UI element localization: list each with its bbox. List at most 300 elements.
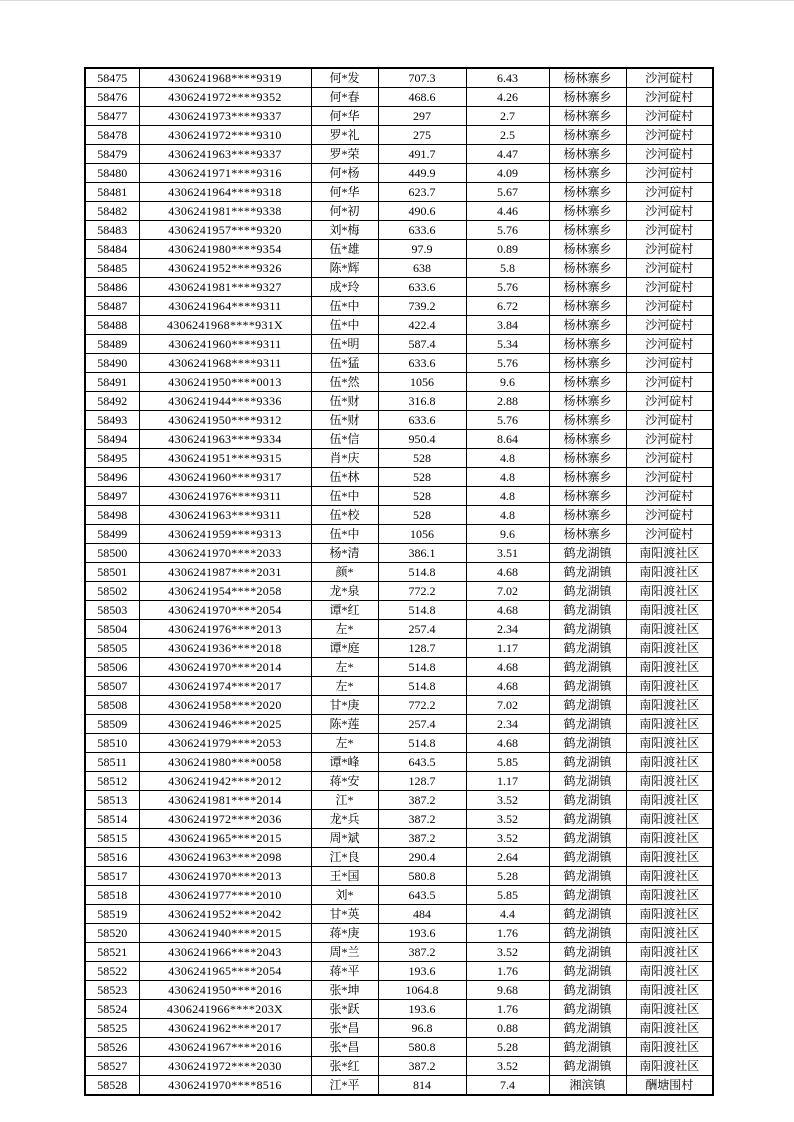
table-row	[85, 905, 713, 924]
cell-village: 沙河碇村	[626, 506, 713, 525]
cell-village: 南阳渡社区	[626, 601, 713, 620]
cell-area: 5.67	[466, 183, 549, 202]
cell-township: 杨林寨乡	[549, 335, 626, 354]
cell-township: 杨林寨乡	[549, 278, 626, 297]
cell-amount: 623.7	[378, 183, 466, 202]
cell-amount: 128.7	[378, 639, 466, 658]
cell-township: 杨林寨乡	[549, 354, 626, 373]
cell-amount: 1056	[378, 373, 466, 392]
cell-row-id: 58521	[85, 943, 139, 962]
cell-id-number: 4306241968****9311	[139, 354, 311, 373]
cell-amount: 1056	[378, 525, 466, 544]
cell-name: 周*斌	[311, 829, 378, 848]
cell-id-number: 4306241952****2042	[139, 905, 311, 924]
cell-area: 1.17	[466, 639, 549, 658]
cell-township: 鹤龙湖镇	[549, 620, 626, 639]
cell-village: 南阳渡社区	[626, 563, 713, 582]
table-row	[85, 335, 713, 354]
cell-amount: 643.5	[378, 886, 466, 905]
cell-row-id: 58497	[85, 487, 139, 506]
cell-area: 3.52	[466, 810, 549, 829]
cell-amount: 707.3	[378, 68, 466, 88]
cell-township: 鹤龙湖镇	[549, 905, 626, 924]
cell-amount: 587.4	[378, 335, 466, 354]
cell-township: 鹤龙湖镇	[549, 1038, 626, 1057]
cell-name: 何*杨	[311, 164, 378, 183]
cell-amount: 491.7	[378, 145, 466, 164]
cell-village: 南阳渡社区	[626, 772, 713, 791]
cell-area: 3.52	[466, 943, 549, 962]
cell-name: 何*初	[311, 202, 378, 221]
cell-row-id: 58524	[85, 1000, 139, 1019]
cell-id-number: 4306241968****9319	[139, 68, 311, 88]
cell-name: 伍*财	[311, 411, 378, 430]
cell-township: 杨林寨乡	[549, 506, 626, 525]
cell-area: 6.72	[466, 297, 549, 316]
cell-row-id: 58520	[85, 924, 139, 943]
table-row	[85, 867, 713, 886]
cell-township: 杨林寨乡	[549, 316, 626, 335]
cell-village: 南阳渡社区	[626, 943, 713, 962]
cell-row-id: 58515	[85, 829, 139, 848]
cell-amount: 96.8	[378, 1019, 466, 1038]
cell-area: 5.76	[466, 221, 549, 240]
cell-area: 9.68	[466, 981, 549, 1000]
cell-area: 2.7	[466, 107, 549, 126]
cell-amount: 514.8	[378, 658, 466, 677]
table-row	[85, 677, 713, 696]
cell-township: 鹤龙湖镇	[549, 563, 626, 582]
cell-township: 鹤龙湖镇	[549, 1000, 626, 1019]
cell-area: 3.52	[466, 791, 549, 810]
cell-row-id: 58481	[85, 183, 139, 202]
cell-amount: 739.2	[378, 297, 466, 316]
cell-village: 沙河碇村	[626, 240, 713, 259]
cell-amount: 633.6	[378, 278, 466, 297]
cell-id-number: 4306241971****9316	[139, 164, 311, 183]
cell-township: 杨林寨乡	[549, 373, 626, 392]
table-row	[85, 240, 713, 259]
cell-township: 杨林寨乡	[549, 392, 626, 411]
cell-village: 南阳渡社区	[626, 639, 713, 658]
cell-name: 伍*然	[311, 373, 378, 392]
cell-amount: 97.9	[378, 240, 466, 259]
cell-village: 南阳渡社区	[626, 544, 713, 563]
cell-id-number: 4306241958****2020	[139, 696, 311, 715]
cell-amount: 387.2	[378, 791, 466, 810]
cell-township: 杨林寨乡	[549, 525, 626, 544]
cell-township: 杨林寨乡	[549, 183, 626, 202]
cell-row-id: 58499	[85, 525, 139, 544]
cell-village: 南阳渡社区	[626, 582, 713, 601]
cell-township: 鹤龙湖镇	[549, 639, 626, 658]
cell-row-id: 58496	[85, 468, 139, 487]
cell-amount: 514.8	[378, 601, 466, 620]
table-row	[85, 221, 713, 240]
table-row	[85, 829, 713, 848]
cell-id-number: 4306241963****9334	[139, 430, 311, 449]
cell-row-id: 58528	[85, 1076, 139, 1096]
cell-name: 左*	[311, 658, 378, 677]
cell-name: 周*兰	[311, 943, 378, 962]
cell-name: 张*昌	[311, 1038, 378, 1057]
cell-name: 何*春	[311, 88, 378, 107]
cell-area: 2.88	[466, 392, 549, 411]
cell-row-id: 58500	[85, 544, 139, 563]
cell-id-number: 4306241959****9313	[139, 525, 311, 544]
cell-area: 5.34	[466, 335, 549, 354]
cell-village: 沙河碇村	[626, 68, 713, 88]
cell-area: 4.46	[466, 202, 549, 221]
cell-id-number: 4306241967****2016	[139, 1038, 311, 1057]
cell-row-id: 58488	[85, 316, 139, 335]
cell-name: 甘*英	[311, 905, 378, 924]
cell-amount: 275	[378, 126, 466, 145]
cell-row-id: 58511	[85, 753, 139, 772]
page-top-edge	[0, 0, 794, 1]
cell-village: 沙河碇村	[626, 354, 713, 373]
cell-area: 4.68	[466, 658, 549, 677]
cell-area: 4.8	[466, 449, 549, 468]
cell-village: 南阳渡社区	[626, 1038, 713, 1057]
cell-area: 7.4	[466, 1076, 549, 1096]
cell-amount: 638	[378, 259, 466, 278]
cell-id-number: 4306241936****2018	[139, 639, 311, 658]
table-row	[85, 354, 713, 373]
cell-amount: 449.9	[378, 164, 466, 183]
cell-area: 5.76	[466, 411, 549, 430]
table-row	[85, 1019, 713, 1038]
cell-village: 沙河碇村	[626, 430, 713, 449]
cell-township: 鹤龙湖镇	[549, 924, 626, 943]
cell-amount: 633.6	[378, 354, 466, 373]
cell-township: 杨林寨乡	[549, 430, 626, 449]
table-row	[85, 506, 713, 525]
cell-village: 南阳渡社区	[626, 867, 713, 886]
table-row	[85, 658, 713, 677]
table-row	[85, 582, 713, 601]
cell-name: 肖*庆	[311, 449, 378, 468]
cell-area: 1.17	[466, 772, 549, 791]
cell-area: 3.52	[466, 829, 549, 848]
cell-village: 沙河碇村	[626, 88, 713, 107]
cell-name: 何*华	[311, 107, 378, 126]
cell-area: 9.6	[466, 373, 549, 392]
cell-village: 南阳渡社区	[626, 962, 713, 981]
cell-village: 南阳渡社区	[626, 810, 713, 829]
table-row	[85, 183, 713, 202]
cell-row-id: 58478	[85, 126, 139, 145]
cell-area: 4.47	[466, 145, 549, 164]
cell-row-id: 58498	[85, 506, 139, 525]
cell-amount: 290.4	[378, 848, 466, 867]
cell-village: 沙河碇村	[626, 525, 713, 544]
cell-area: 5.28	[466, 1038, 549, 1057]
cell-row-id: 58518	[85, 886, 139, 905]
cell-row-id: 58525	[85, 1019, 139, 1038]
cell-township: 鹤龙湖镇	[549, 848, 626, 867]
cell-id-number: 4306241944****9336	[139, 392, 311, 411]
cell-township: 杨林寨乡	[549, 240, 626, 259]
cell-id-number: 4306241970****2014	[139, 658, 311, 677]
cell-area: 5.8	[466, 259, 549, 278]
cell-id-number: 4306241942****2012	[139, 772, 311, 791]
cell-id-number: 4306241950****0013	[139, 373, 311, 392]
cell-id-number: 4306241960****9311	[139, 335, 311, 354]
cell-id-number: 4306241973****9337	[139, 107, 311, 126]
cell-row-id: 58503	[85, 601, 139, 620]
cell-name: 伍*明	[311, 335, 378, 354]
cell-village: 沙河碇村	[626, 487, 713, 506]
cell-row-id: 58475	[85, 68, 139, 88]
cell-amount: 528	[378, 487, 466, 506]
table-row	[85, 126, 713, 145]
table-row	[85, 810, 713, 829]
cell-amount: 484	[378, 905, 466, 924]
cell-name: 伍*中	[311, 316, 378, 335]
cell-id-number: 4306241964****9311	[139, 297, 311, 316]
table-row	[85, 848, 713, 867]
cell-id-number: 4306241976****2013	[139, 620, 311, 639]
cell-amount: 490.6	[378, 202, 466, 221]
cell-area: 2.64	[466, 848, 549, 867]
cell-name: 张*坤	[311, 981, 378, 1000]
cell-name: 何*发	[311, 68, 378, 88]
cell-id-number: 4306241964****9318	[139, 183, 311, 202]
table-row	[85, 1076, 713, 1096]
cell-village: 沙河碇村	[626, 392, 713, 411]
cell-id-number: 4306241963****2098	[139, 848, 311, 867]
table-row	[85, 753, 713, 772]
cell-village: 南阳渡社区	[626, 924, 713, 943]
cell-village: 沙河碇村	[626, 164, 713, 183]
cell-id-number: 4306241951****9315	[139, 449, 311, 468]
cell-name: 成*玲	[311, 278, 378, 297]
cell-amount: 468.6	[378, 88, 466, 107]
cell-id-number: 4306241950****9312	[139, 411, 311, 430]
cell-id-number: 4306241960****9317	[139, 468, 311, 487]
cell-township: 鹤龙湖镇	[549, 867, 626, 886]
table-row	[85, 164, 713, 183]
cell-area: 6.43	[466, 68, 549, 88]
cell-township: 杨林寨乡	[549, 468, 626, 487]
cell-id-number: 4306241965****2054	[139, 962, 311, 981]
cell-name: 罗*荣	[311, 145, 378, 164]
cell-township: 鹤龙湖镇	[549, 829, 626, 848]
cell-amount: 814	[378, 1076, 466, 1096]
cell-amount: 643.5	[378, 753, 466, 772]
cell-id-number: 4306241957****9320	[139, 221, 311, 240]
cell-row-id: 58489	[85, 335, 139, 354]
cell-township: 杨林寨乡	[549, 126, 626, 145]
table-row	[85, 639, 713, 658]
cell-id-number: 4306241968****931X	[139, 316, 311, 335]
cell-name: 谭*庭	[311, 639, 378, 658]
cell-township: 杨林寨乡	[549, 487, 626, 506]
cell-id-number: 4306241954****2058	[139, 582, 311, 601]
cell-id-number: 4306241950****2016	[139, 981, 311, 1000]
cell-area: 4.26	[466, 88, 549, 107]
cell-amount: 528	[378, 449, 466, 468]
cell-row-id: 58509	[85, 715, 139, 734]
cell-area: 4.09	[466, 164, 549, 183]
cell-township: 杨林寨乡	[549, 164, 626, 183]
cell-township: 鹤龙湖镇	[549, 943, 626, 962]
cell-name: 蒋*庚	[311, 924, 378, 943]
table-row	[85, 715, 713, 734]
cell-row-id: 58527	[85, 1057, 139, 1076]
cell-row-id: 58510	[85, 734, 139, 753]
cell-row-id: 58493	[85, 411, 139, 430]
table-row	[85, 468, 713, 487]
cell-name: 张*跃	[311, 1000, 378, 1019]
cell-area: 1.76	[466, 962, 549, 981]
cell-village: 南阳渡社区	[626, 829, 713, 848]
cell-row-id: 58516	[85, 848, 139, 867]
table-body	[85, 68, 713, 1095]
cell-township: 杨林寨乡	[549, 297, 626, 316]
cell-id-number: 4306241972****2036	[139, 810, 311, 829]
table-row	[85, 88, 713, 107]
cell-id-number: 4306241946****2025	[139, 715, 311, 734]
cell-id-number: 4306241970****2054	[139, 601, 311, 620]
cell-amount: 514.8	[378, 734, 466, 753]
cell-township: 鹤龙湖镇	[549, 886, 626, 905]
cell-id-number: 4306241970****2013	[139, 867, 311, 886]
table-row	[85, 1000, 713, 1019]
cell-amount: 772.2	[378, 696, 466, 715]
cell-row-id: 58505	[85, 639, 139, 658]
cell-id-number: 4306241970****8516	[139, 1076, 311, 1096]
cell-name: 龙*兵	[311, 810, 378, 829]
cell-id-number: 4306241970****2033	[139, 544, 311, 563]
table-row	[85, 886, 713, 905]
table-row	[85, 259, 713, 278]
cell-village: 南阳渡社区	[626, 981, 713, 1000]
table-row	[85, 791, 713, 810]
cell-amount: 193.6	[378, 924, 466, 943]
cell-village: 沙河碇村	[626, 316, 713, 335]
table-row	[85, 772, 713, 791]
cell-row-id: 58494	[85, 430, 139, 449]
cell-township: 鹤龙湖镇	[549, 791, 626, 810]
cell-id-number: 4306241965****2015	[139, 829, 311, 848]
table-row	[85, 981, 713, 1000]
cell-amount: 580.8	[378, 1038, 466, 1057]
cell-id-number: 4306241981****2014	[139, 791, 311, 810]
cell-name: 杨*清	[311, 544, 378, 563]
cell-name: 刘*梅	[311, 221, 378, 240]
cell-name: 刘*	[311, 886, 378, 905]
cell-area: 1.76	[466, 924, 549, 943]
cell-row-id: 58491	[85, 373, 139, 392]
cell-village: 沙河碇村	[626, 297, 713, 316]
cell-area: 4.8	[466, 506, 549, 525]
cell-amount: 580.8	[378, 867, 466, 886]
cell-id-number: 4306241963****9337	[139, 145, 311, 164]
table-row	[85, 620, 713, 639]
cell-amount: 1064.8	[378, 981, 466, 1000]
cell-row-id: 58502	[85, 582, 139, 601]
cell-township: 杨林寨乡	[549, 449, 626, 468]
cell-area: 3.51	[466, 544, 549, 563]
cell-township: 鹤龙湖镇	[549, 696, 626, 715]
table-row	[85, 316, 713, 335]
cell-village: 沙河碇村	[626, 259, 713, 278]
cell-township: 鹤龙湖镇	[549, 734, 626, 753]
cell-village: 南阳渡社区	[626, 1000, 713, 1019]
cell-amount: 386.1	[378, 544, 466, 563]
cell-area: 5.85	[466, 753, 549, 772]
cell-amount: 387.2	[378, 943, 466, 962]
table-row	[85, 1057, 713, 1076]
cell-amount: 387.2	[378, 810, 466, 829]
table-row	[85, 943, 713, 962]
cell-township: 鹤龙湖镇	[549, 582, 626, 601]
cell-name: 左*	[311, 620, 378, 639]
cell-area: 1.76	[466, 1000, 549, 1019]
cell-township: 杨林寨乡	[549, 259, 626, 278]
cell-name: 江*平	[311, 1076, 378, 1096]
cell-area: 4.68	[466, 734, 549, 753]
cell-row-id: 58508	[85, 696, 139, 715]
cell-row-id: 58490	[85, 354, 139, 373]
cell-name: 江*	[311, 791, 378, 810]
cell-id-number: 4306241980****0058	[139, 753, 311, 772]
cell-name: 张*红	[311, 1057, 378, 1076]
cell-amount: 950.4	[378, 430, 466, 449]
cell-amount: 514.8	[378, 677, 466, 696]
cell-name: 何*华	[311, 183, 378, 202]
cell-township: 鹤龙湖镇	[549, 544, 626, 563]
table-row	[85, 392, 713, 411]
cell-name: 陈*莲	[311, 715, 378, 734]
cell-amount: 297	[378, 107, 466, 126]
cell-village: 沙河碇村	[626, 335, 713, 354]
cell-township: 鹤龙湖镇	[549, 601, 626, 620]
cell-row-id: 58495	[85, 449, 139, 468]
cell-id-number: 4306241966****2043	[139, 943, 311, 962]
table-row	[85, 449, 713, 468]
cell-township: 杨林寨乡	[549, 88, 626, 107]
table-row	[85, 563, 713, 582]
subsidy-roster-table	[84, 67, 714, 1096]
table-row	[85, 525, 713, 544]
cell-amount: 193.6	[378, 962, 466, 981]
cell-name: 伍*雄	[311, 240, 378, 259]
cell-name: 罗*礼	[311, 126, 378, 145]
cell-village: 南阳渡社区	[626, 677, 713, 696]
cell-row-id: 58523	[85, 981, 139, 1000]
cell-name: 左*	[311, 677, 378, 696]
cell-name: 张*昌	[311, 1019, 378, 1038]
table-row	[85, 1038, 713, 1057]
cell-row-id: 58487	[85, 297, 139, 316]
cell-name: 伍*校	[311, 506, 378, 525]
cell-village: 南阳渡社区	[626, 886, 713, 905]
cell-area: 4.8	[466, 468, 549, 487]
cell-name: 陈*辉	[311, 259, 378, 278]
cell-area: 5.76	[466, 278, 549, 297]
cell-row-id: 58507	[85, 677, 139, 696]
cell-village: 南阳渡社区	[626, 696, 713, 715]
cell-township: 鹤龙湖镇	[549, 981, 626, 1000]
table-row	[85, 68, 713, 88]
cell-village: 沙河碇村	[626, 373, 713, 392]
cell-township: 杨林寨乡	[549, 411, 626, 430]
cell-area: 5.28	[466, 867, 549, 886]
cell-village: 南阳渡社区	[626, 1019, 713, 1038]
